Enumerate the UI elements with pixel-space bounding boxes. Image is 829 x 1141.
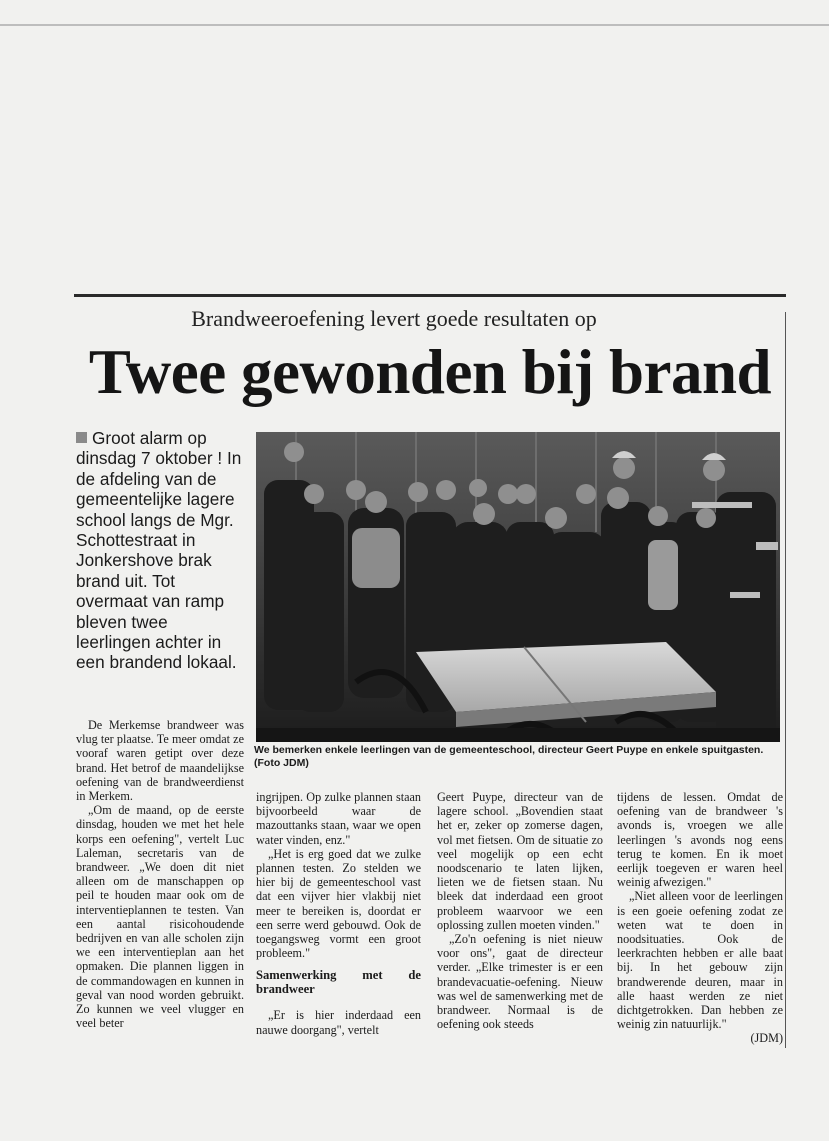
article-column-4: [617, 790, 783, 1046]
article-photo: [256, 432, 780, 742]
article-kicker: Brandweeroefening levert goede resultaten op: [191, 306, 597, 331]
paragraph: De Merkemse brandweer was vlug ter plaatse. Te meer omdat ze vooraf waren getipt over deze brand. Het betrof de maandelijkse oefening van de brandweerdienst in Merkem.: [76, 718, 244, 804]
photo-caption: We bemerken enkele leerlingen van de gemeenteschool, directeur Geert Puype en enkele spuitgasten. (Foto JDM): [254, 744, 764, 769]
paragraph: Geert Puype, directeur van de lagere school. „Bovendien staat het er, zeker op zomerse dagen, vol met fietsen. Om de situatie zo veel mogelijk op een echt noodscenario te laten lijken, lieten we de fietsen staan. Nu bleek dat inderdaad een groot probleem waarvoor we een oplossing zullen moeten vinden.": [437, 790, 603, 932]
article-column-2: [256, 790, 421, 1037]
article-column-3: [437, 790, 603, 1031]
lead-bullet-icon: [76, 432, 87, 443]
paragraph: tijdens de lessen. Omdat de oefening van de brandweer 's avonds is, vroegen we alle leerlingen 's avonds nog eens terug te komen. En ik moet eerlijk toegeven er waren heel weinig afwezigen.": [617, 790, 783, 890]
article-headline: Twee gewonden bij brand: [88, 337, 772, 407]
scan-top-edge: [0, 24, 829, 26]
paragraph: „Er is hier inderdaad een nauwe doorgang", vertelt: [256, 1008, 421, 1037]
header-rule: [74, 294, 786, 297]
lead-text: Groot alarm op dinsdag 7 oktober ! In de afdeling van de gemeentelijke lagere school langs de Mgr. Schottestraat in Jonkershove brak brand uit. Tot overmaat van ramp bleven twee leerlingen achter in een brandend lokaal.: [76, 428, 242, 673]
article-subhead: Samenwerking met de brandweer: [256, 968, 421, 997]
paragraph: „Zo'n oefening is niet nieuw voor ons", gaat de directeur verder. „Elke trimester is er een brandevacuatie-oefening. Nieuw was wel de samenwerking met de brandweer. Normaal is de oefening ook steeds: [437, 932, 603, 1032]
photo-group-illustration: [256, 432, 780, 742]
paragraph: „Om de maand, op de eerste dinsdag, houden we met het hele korps een oefening", vertelt Luc Laleman, secretaris van de brandweer. „We doen dit niet alleen om de manschappen op peil te houden maar ook om de interventieplannen te testen. Van een aantal risicohoudende bedrijven en van alle scholen zijn we een interventieplan aan het opmaken. Die plannen liggen in de commandowagen en kunnen in geval van nood worden gebruikt. Zo kunnen we veel vlugger en veel beter: [76, 803, 244, 1031]
paragraph: „Niet alleen voor de leerlingen is een goeie oefening zodat ze weten wat te doen in noodsituaties. Ook de leerkrachten hebben er alle baat bij. In het gebouw zijn brandwerende deuren, maar in alle haast werden ze niet dichtgetrokken. Dan hebben ze weinig zin natuurlijk.": [617, 889, 783, 1032]
paragraph: ingrijpen. Op zulke plannen staan bijvoorbeeld waar de mazouttanks staan, waar we open water vinden, enz.": [256, 790, 421, 847]
author-signature: (JDM): [750, 1031, 783, 1046]
article-lead: [76, 428, 246, 673]
paragraph: „Het is erg goed dat we zulke plannen testen. Zo stelden we hier bij de gemeenteschool vast dat een vijver hier vlakbij niet meer te bereiken is, doordat er een serre werd gebouwd. Ook de toegangsweg vormt een groot probleem.": [256, 846, 421, 961]
column-rule: [785, 312, 786, 1048]
article-column-1: [76, 718, 244, 1030]
